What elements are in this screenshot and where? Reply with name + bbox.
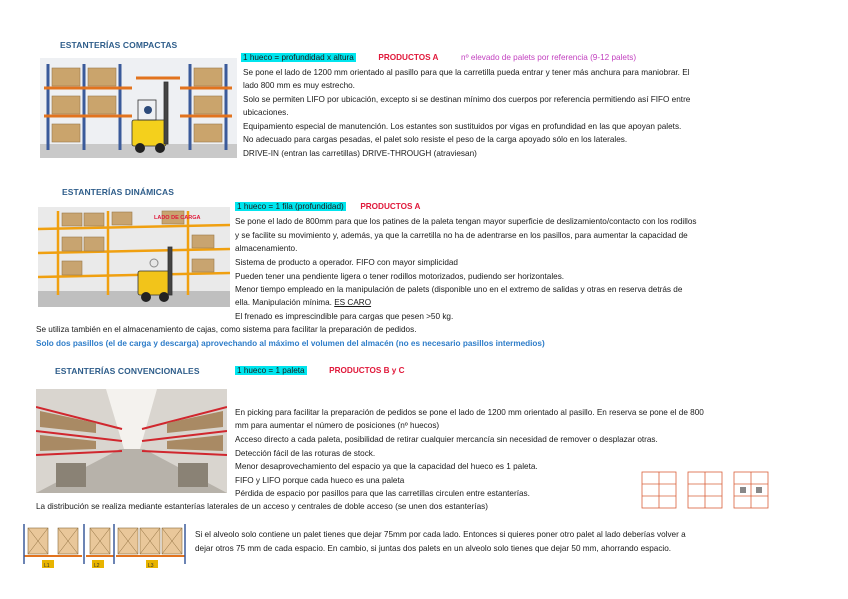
rack-elevation-drawing	[640, 470, 770, 510]
dinamicas-line: almacenamiento.	[235, 244, 298, 253]
dinamicas-products: PRODUCTOS A	[360, 202, 421, 211]
compactas-products: PRODUCTOS A	[378, 53, 439, 62]
dinamicas-line: Menor tiempo empleado en la manipulación de palets (disponible uno en el extremo de salidas y otras en reserva detrás de	[235, 285, 683, 294]
conventional-racking-photo	[36, 389, 227, 493]
dinamicas-line: Pueden tener una pendiente ligera o tener rodillos motorizados, pudiendo ser horizontales.	[235, 272, 565, 281]
compactas-line: Solo se permiten LIFO por ubicación, excepto si se destinan mínimo dos cuerpos por referencia permitiendo así FIFO entre	[243, 95, 691, 104]
pallet-spacing-diagram	[22, 520, 187, 570]
photo-label-lado-carga: LADO DE CARGA	[154, 215, 201, 221]
dinamicas-line: Sistema de producto a operador. FIFO con mayor simplicidad	[235, 258, 458, 267]
dinamicas-header-line	[235, 202, 420, 212]
conventional-racking-illustration	[36, 389, 227, 493]
alveolo-line: Si el alveolo solo contiene un palet tienes que dejar 75mm por cada lado. Entonces si quieres poner otro palet al lado deberías volver a	[195, 530, 686, 539]
compactas-line: Equipamiento especial de manutención. Los estantes son sustituidos por vigas en profundidad en las que apoyan palets.	[243, 122, 682, 131]
compactas-line: ubicaciones.	[243, 108, 289, 117]
convencionales-products: PRODUCTOS B y C	[329, 366, 405, 375]
dynamic-racking-photo	[38, 207, 230, 307]
convencionales-line: Pérdida de espacio por pasillos para que las carretillas circulen entre estanterías.	[235, 489, 530, 498]
diagram-label: L1	[44, 563, 50, 569]
dinamicas-freno-line: El frenado es imprescindible para cargas que pesen >50 kg.	[235, 312, 454, 321]
pallet-spacing-drawing	[22, 520, 187, 570]
compact-racking-photo	[40, 58, 237, 158]
alveolo-line: dejar otros 75 mm de cada espacio. En cambio, si juntas dos palets en un alveolo solo tienes que dejar 50 mm, ahorrando espacio.	[195, 544, 672, 553]
section-title-compactas: ESTANTERÍAS COMPACTAS	[60, 40, 178, 50]
compactas-line: lado 800 mm es muy estrecho.	[243, 81, 355, 90]
section-title-convencionales: ESTANTERÍAS CONVENCIONALES	[55, 366, 200, 376]
convencionales-tag: 1 hueco = 1 paleta	[237, 366, 305, 375]
convencionales-line: mm para aumentar el número de posiciones (nº huecos)	[235, 421, 440, 430]
compactas-header-line	[241, 53, 636, 63]
convencionales-line: Acceso directo a cada paleta, posibilidad de retirar cualquier mercancía sin necesidad de remover o desplazar otras.	[235, 435, 658, 444]
diagram-label: L2	[94, 563, 100, 569]
dinamicas-line: Se pone el lado de 800mm para que los patines de la paleta tengan mayor superficie de deslizamiento/contacto con los rodillos	[235, 217, 697, 226]
es-caro-text: ES CARO	[334, 298, 372, 307]
dinamicas-line: y se facilite su movimiento y, además, ya que la carretilla no ha de adentrarse en los pasillos, para aumentar la capacidad de	[235, 231, 688, 240]
dinamicas-cajas-line: Se utiliza también en el almacenamiento de cajas, como sistema para facilitar la preparación de pedidos.	[36, 325, 417, 334]
compact-racking-illustration	[40, 58, 237, 158]
diagram-label: L3	[148, 563, 154, 569]
compactas-line: DRIVE-IN (entran las carretillas) DRIVE-THROUGH (atraviesan)	[243, 149, 477, 158]
dinamicas-pasillos-line: Solo dos pasillos (el de carga y descarga) aprovechando al máximo el volumen del almacén (no es necesario pasillos intermedios)	[36, 339, 545, 348]
convencionales-header-line	[235, 366, 405, 376]
compactas-line: No adecuado para cargas pesadas, el palet solo resiste el peso de la carga apoyado sólo en los laterales.	[243, 135, 628, 144]
convencionales-line: FIFO y LIFO porque cada hueco es una paleta	[235, 476, 405, 485]
section-title-dinamicas: ESTANTERÍAS DINÁMICAS	[62, 187, 174, 197]
compactas-tag: 1 hueco = profundidad x altura	[243, 53, 354, 62]
rack-elevation-diagram	[640, 470, 770, 510]
dinamicas-line: ella. Manipulación mínima.	[235, 298, 332, 307]
dynamic-racking-illustration	[38, 207, 230, 307]
dinamicas-line-with-caro	[235, 298, 371, 308]
compactas-note: nº elevado de palets por referencia (9-12 palets)	[461, 53, 637, 62]
convencionales-line: En picking para facilitar la preparación de pedidos se pone el lado de 1200 mm orientado al pasillo. En reserva se pone el de 800	[235, 408, 704, 417]
distribucion-line: La distribución se realiza mediante estanterías laterales de un acceso y centrales de doble acceso (se unen dos estanterías)	[36, 502, 488, 511]
convencionales-line: Menor desaprovechamiento del espacio ya que la capacidad del hueco es 1 paleta.	[235, 462, 538, 471]
convencionales-line: Detección fácil de las roturas de stock.	[235, 449, 376, 458]
compactas-line: Se pone el lado de 1200 mm orientado al pasillo para que la carretilla pueda entrar y tener más anchura para maniobrar. El	[243, 68, 690, 77]
dinamicas-tag: 1 hueco = 1 fila (profundidad)	[237, 202, 344, 211]
